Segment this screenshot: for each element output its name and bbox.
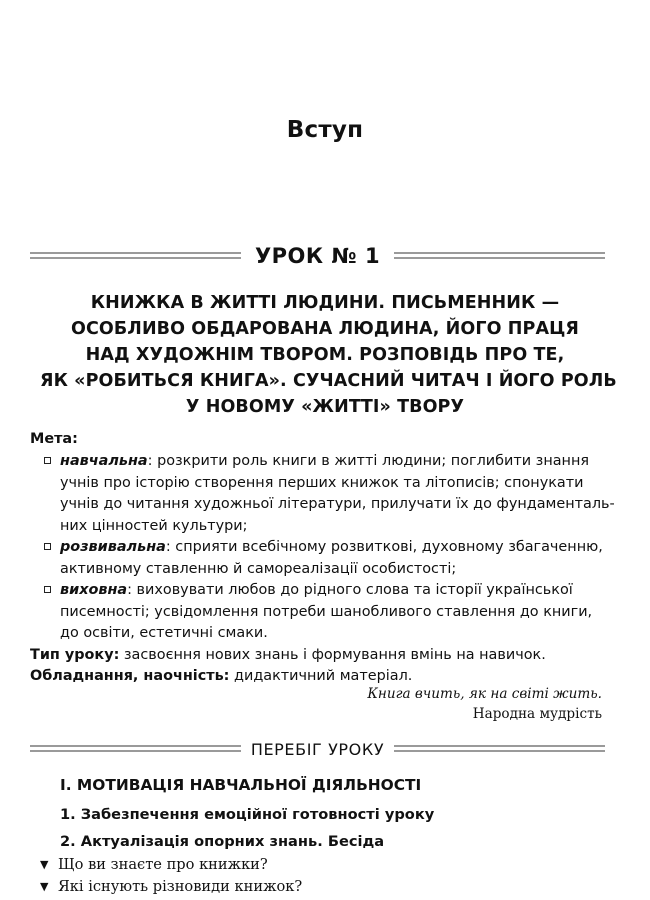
goal-term: розвивальна: [60, 539, 166, 555]
triangle-bullet-icon: ▼: [40, 858, 49, 871]
progress-header: [30, 737, 605, 761]
goal-text: учнів до читання художньої літератури, прилучати їх до фундаменталь-: [60, 496, 615, 512]
goal-item: [30, 451, 615, 537]
goal-text: : виховувати любов до рідного слова та історії української: [127, 582, 573, 598]
decorative-rule-left: [30, 252, 241, 260]
goal-text: : розкрити роль книги в житті людини; поглибити знання: [147, 453, 590, 469]
step-title: 1. Забезпечення емоційної готовності уроку: [60, 806, 435, 823]
goal-text: них цінностей культури;: [60, 517, 248, 534]
topic-line: НАД ХУДОЖНІМ ТВОРОМ. РОЗПОВІДЬ ПРО ТЕ,: [85, 345, 565, 365]
decorative-rule-right: [394, 745, 605, 753]
goal-text: писемності; усвідомлення потреби шанобливого ставлення до книги,: [60, 603, 593, 620]
square-bullet-icon: [44, 457, 51, 464]
topic-line: ЯК «РОБИТЬСЯ КНИГА». СУЧАСНИЙ ЧИТАЧ І ЙОГО РОЛЬ: [40, 371, 617, 391]
topic-line: КНИЖКА В ЖИТТІ ЛЮДИНИ. ПИСЬМЕННИК —: [90, 293, 560, 313]
goal-term: навчальна: [60, 453, 148, 469]
epigraph: [367, 684, 602, 724]
epigraph-quote: Книга вчить, як на світі жить.: [367, 686, 602, 702]
equipment-label: Обладнання, наочність:: [30, 668, 230, 684]
questions-list: [30, 854, 610, 898]
goal-text: активному ставленню й самореалізації особистості;: [60, 560, 457, 577]
lesson-topic: [40, 290, 617, 420]
progress-title: ПЕРЕБІГ УРОКУ: [250, 739, 385, 759]
goal-text: : сприяти всебічному розвиткові, духовному збагаченню,: [165, 539, 603, 555]
section-title: Вступ: [286, 117, 364, 143]
stage-title: I. МОТИВАЦІЯ НАВЧАЛЬНОЇ ДІЯЛЬНОСТІ: [60, 776, 422, 794]
question-item: [30, 854, 610, 876]
goal-item: [30, 537, 610, 580]
lesson-type-label: Тип уроку:: [30, 646, 120, 663]
lesson-type: [30, 645, 610, 667]
equipment-value: дидактичний матеріал.: [229, 668, 413, 684]
triangle-bullet-icon: ▼: [40, 880, 49, 893]
topic-line: ОСОБЛИВО ОБДАРОВАНА ЛЮДИНА, ЙОГО ПРАЦЯ: [70, 319, 580, 339]
topic-line: У НОВОМУ «ЖИТТІ» ТВОРУ: [185, 397, 465, 417]
decorative-rule-left: [30, 745, 241, 753]
goal-item: [30, 580, 610, 645]
lesson-number: УРОК № 1: [254, 244, 381, 268]
goal-term: виховна: [60, 582, 128, 598]
goal-text: до освіти, естетичні смаки.: [60, 625, 268, 641]
question-item: [30, 876, 610, 898]
question-text: Що ви знаєте про книжки?: [58, 856, 268, 873]
goals-list: [30, 451, 615, 688]
step-title: 2. Актуалізація опорних знань. Бесіда: [60, 833, 385, 850]
square-bullet-icon: [44, 543, 51, 550]
decorative-rule-right: [394, 252, 605, 260]
goal-text: учнів про історію створення перших книжок та літописів; спонукати: [60, 474, 584, 491]
lesson-header: [30, 241, 605, 271]
lesson-type-value: засвоєння нових знань і формування вмінь на навичок.: [119, 646, 546, 663]
goals-label: Мета:: [30, 431, 78, 447]
epigraph-source: Народна мудрість: [472, 706, 602, 722]
square-bullet-icon: [44, 586, 51, 593]
question-text: Які існують різновиди книжок?: [58, 878, 303, 895]
